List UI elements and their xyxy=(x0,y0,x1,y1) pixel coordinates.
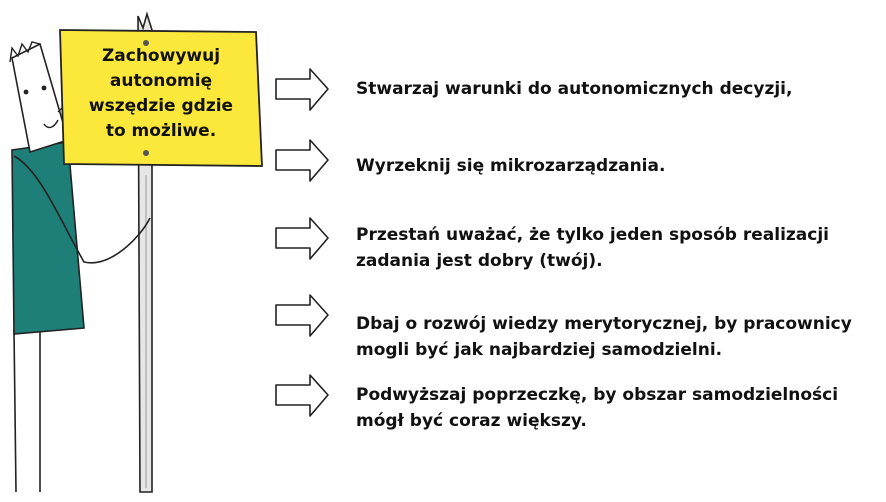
list-item xyxy=(356,222,876,274)
person-shirt xyxy=(12,142,84,334)
item-text: Stwarzaj warunki do autonomicznych decyzji, xyxy=(356,79,793,99)
list-item xyxy=(356,311,876,363)
sign-line: autonomię xyxy=(109,71,213,91)
sign-line: wszędzie gdzie xyxy=(88,96,234,116)
arrow-icon xyxy=(276,375,328,416)
arrow-icon xyxy=(276,140,328,181)
item-text: Wyrzeknij się mikrozarządzania. xyxy=(356,156,666,176)
arrows xyxy=(276,69,328,416)
list-item xyxy=(356,76,876,102)
sign-line: Zachowywuj xyxy=(101,46,221,66)
sign-text xyxy=(66,44,256,144)
item-text: mogli być jak najbardziej samodzielni. xyxy=(356,340,723,360)
arrow-icon xyxy=(276,69,328,110)
item-text: Podwyższaj poprzeczkę, by obszar samodzielności xyxy=(356,385,839,405)
list-item xyxy=(356,153,876,179)
item-text: Dbaj o rozwój wiedzy merytorycznej, by pracownicy xyxy=(356,314,852,334)
sign-line: to możliwe. xyxy=(105,121,217,141)
arrow-icon xyxy=(276,295,328,336)
item-text: mógł być coraz większy. xyxy=(356,411,587,431)
item-text: zadania jest dobry (twój). xyxy=(356,251,603,271)
list-item xyxy=(356,382,876,434)
item-text: Przestań uważać, że tylko jeden sposób realizacji xyxy=(356,225,829,245)
arrow-icon xyxy=(276,218,328,259)
